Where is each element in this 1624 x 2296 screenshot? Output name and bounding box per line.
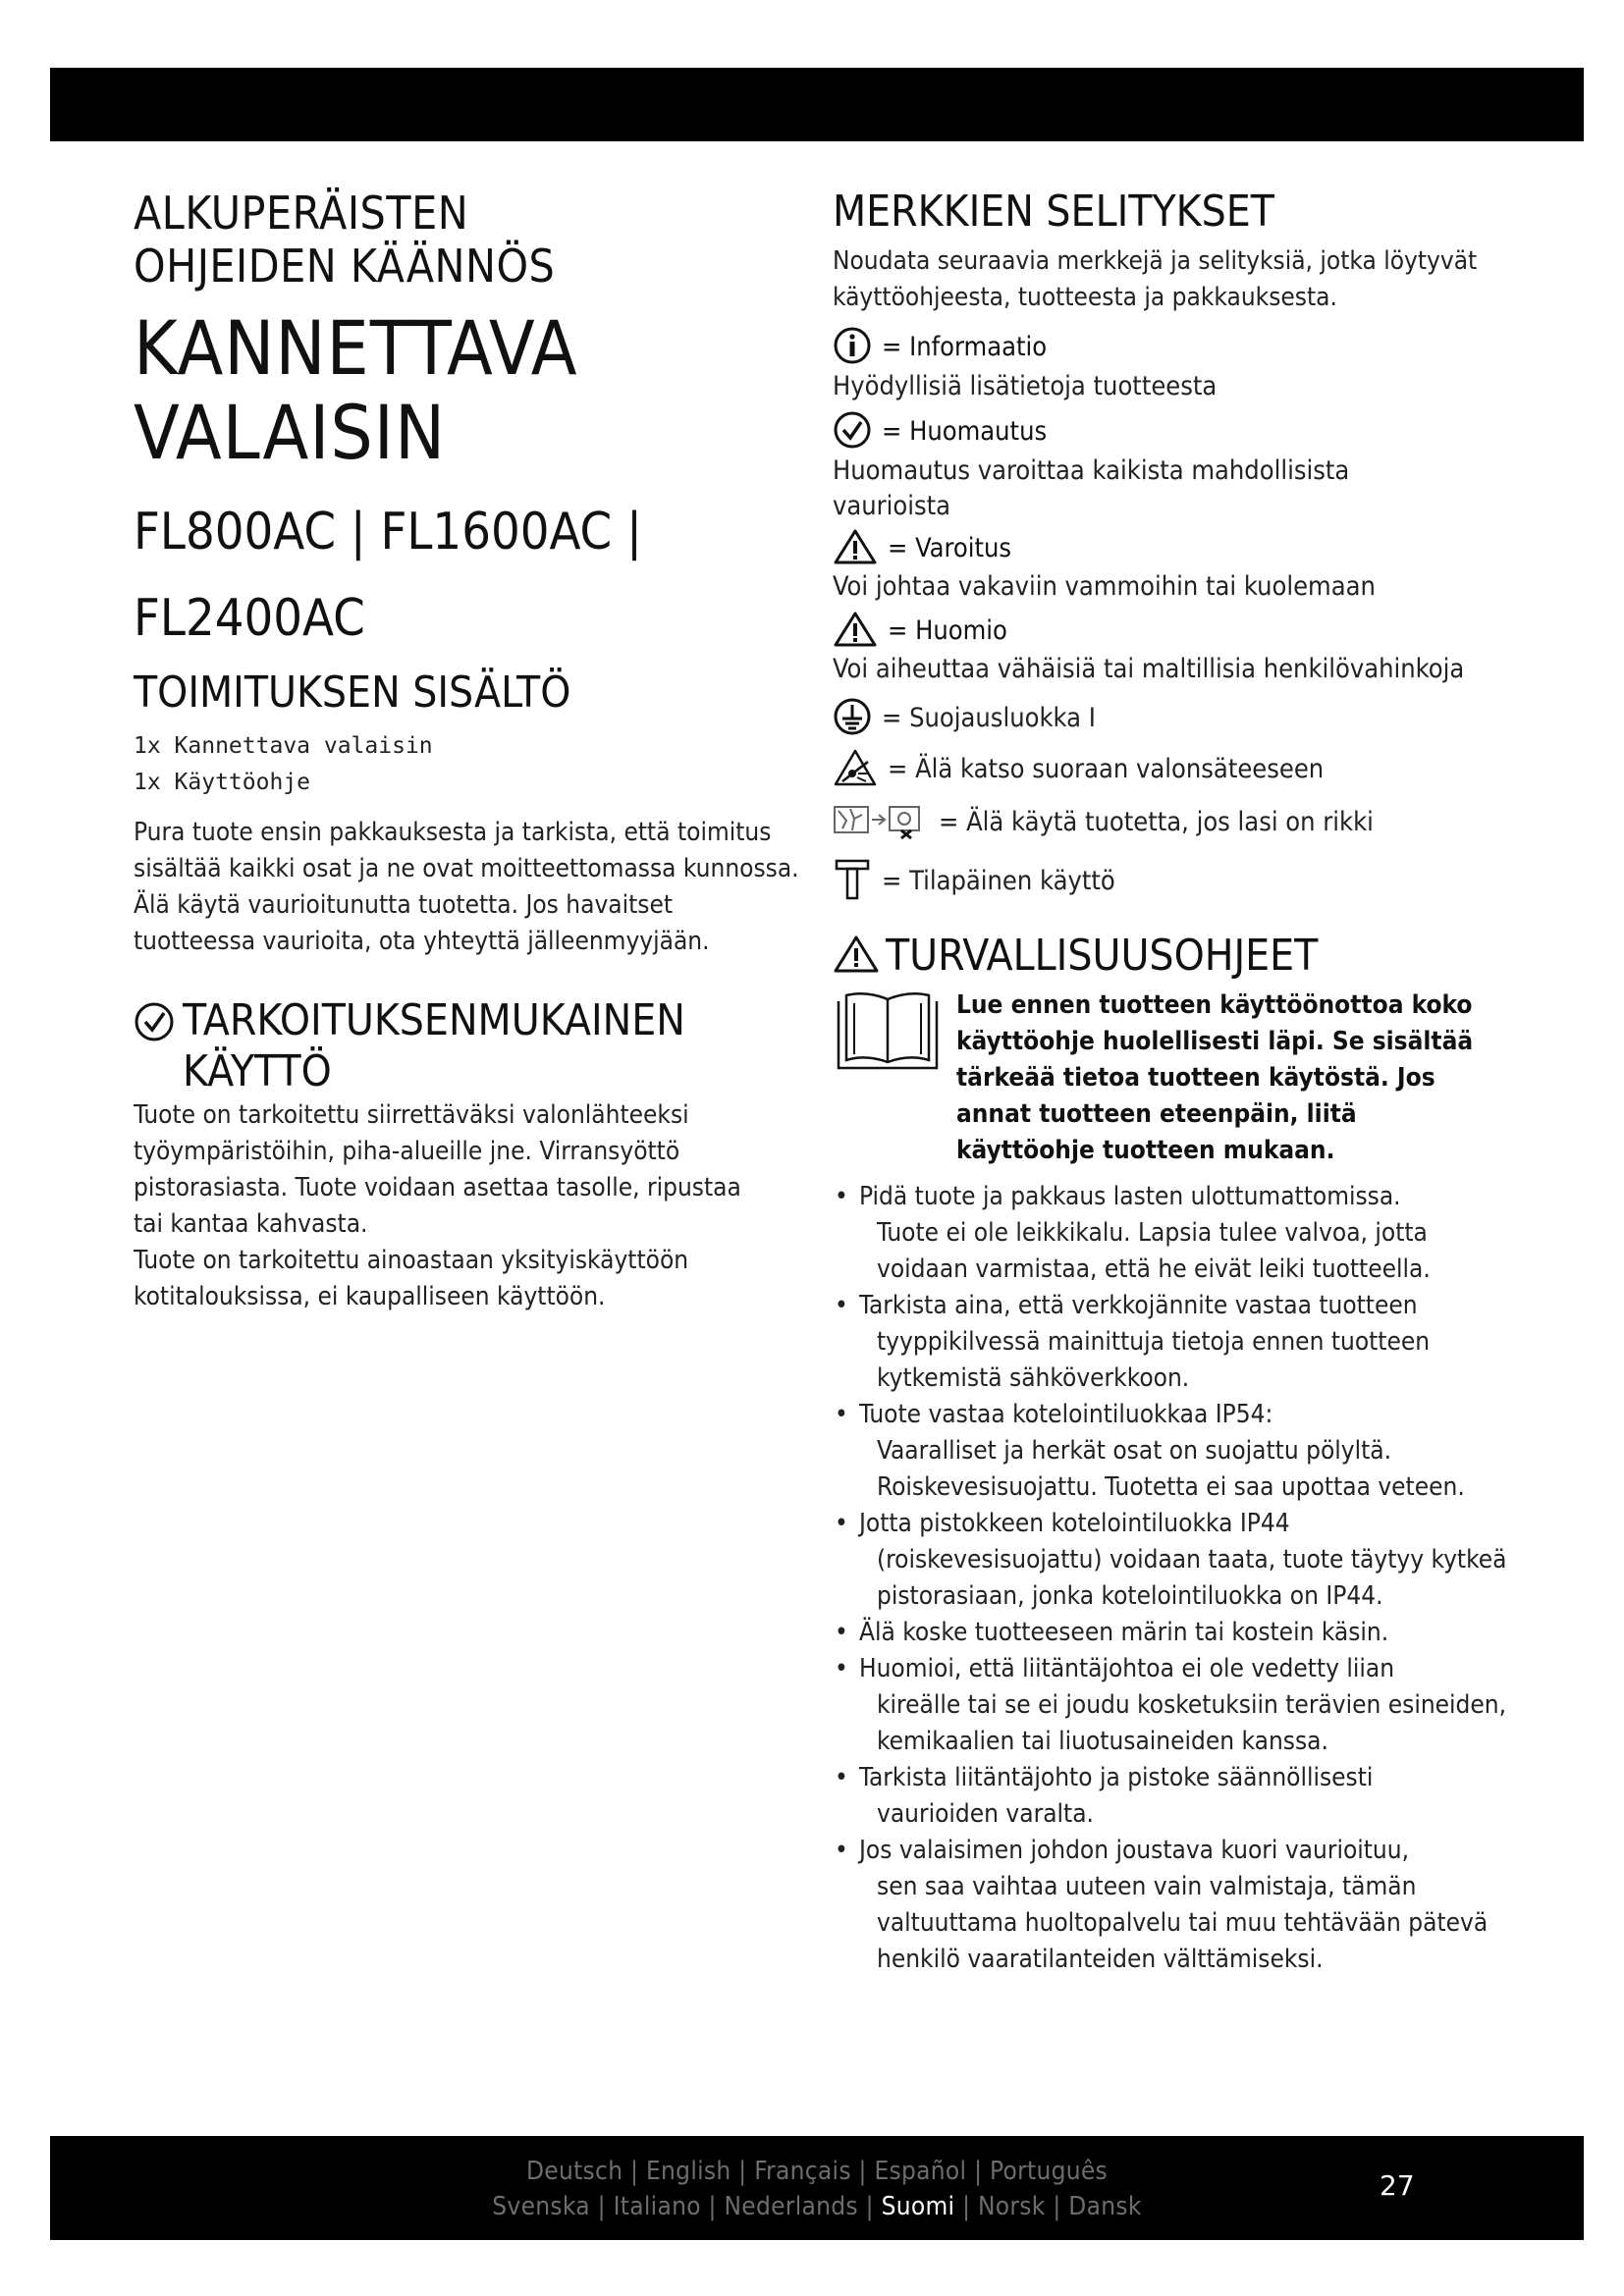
left-column xyxy=(134,187,801,1315)
language-link[interactable]: Italiano xyxy=(613,2192,701,2221)
safety-heading: TURVALLISUUSOHJEET xyxy=(886,931,1319,981)
language-row-1: Deutsch | English | Français | Español | Português xyxy=(525,2157,1109,2186)
list-item: • Huomioi, että liitäntäjohtoa ei ole vedetty liian kireälle tai se ei joudu kosketuksiin terävien esineiden, kemikaalien tai liuotusaineiden kanssa. xyxy=(833,1651,1510,1760)
warning-triangle-icon xyxy=(833,934,880,978)
info-icon xyxy=(833,326,872,369)
read-manual-text: Lue ennen tuotteen käyttöönottoa koko käyttöohje huolellisesti läpi. Se sisältää tärkeää tietoa tuotteen käytöstä. Jos annat tuotteen eteenpäin, liitä käyttöohje tuotteen mukaan. xyxy=(956,990,1474,1165)
no-look-at-light-icon xyxy=(833,748,878,791)
intended-use-heading-line1: TARKOITUKSENMUKAINEN xyxy=(183,995,685,1045)
language-link-active[interactable]: Suomi xyxy=(881,2192,955,2221)
symbol-label: = Informaatio xyxy=(882,332,1048,362)
symbols-heading: MERKKIEN SELITYKSET xyxy=(833,187,1274,237)
model-line2: FL2400AC xyxy=(134,589,365,648)
symbol-label: = Tilapäinen käyttö xyxy=(882,866,1115,896)
symbol-info xyxy=(833,326,1510,404)
list-item: • Pidä tuote ja pakkaus lasten ulottumattomissa. Tuote ei ole leikkikalu. Lapsia tulee valvoa, jotta voidaan varmistaa, että he eivät leiki tuotteella. xyxy=(833,1179,1510,1288)
language-link[interactable]: Nederlands xyxy=(724,2192,858,2221)
symbol-desc: Hyödyllisiä lisätietoja tuotteesta xyxy=(833,371,1218,401)
translation-heading: ALKUPERÄISTEN OHJEIDEN KÄÄNNÖS xyxy=(134,187,556,293)
language-link[interactable]: Norsk xyxy=(977,2192,1046,2221)
check-circle-icon xyxy=(134,1001,175,1046)
list-item: • Tarkista aina, että verkkojännite vastaa tuotteen tyyppikilvessä mainittuja tietoja ennen tuotteen kytkemistä sähköverkkoon. xyxy=(833,1288,1510,1397)
language-link[interactable]: Português xyxy=(989,2157,1109,2186)
symbol-label: = Varoitus xyxy=(888,533,1012,563)
symbol-note xyxy=(833,410,1510,524)
product-title-line1: KANNETTAVA xyxy=(134,304,578,392)
safety-list xyxy=(833,1179,1510,1978)
symbol-label: = Huomautus xyxy=(882,416,1048,447)
safety-heading-row xyxy=(833,931,1510,982)
read-manual-notice xyxy=(833,988,1510,1169)
broken-glass-icon xyxy=(833,801,929,844)
language-selector xyxy=(50,2154,1584,2224)
language-link[interactable]: English xyxy=(645,2157,731,2186)
contents-text: Pura tuote ensin pakkauksesta ja tarkista, että toimitus sisältää kaikki osat ja ne ovat moitteettomassa kunnossa. Älä käytä vaurioitunutta tuotetta. Jos havaitset tuotteessa vaurioita, ota yhteyttä jälleenmyyjään. xyxy=(134,818,799,956)
symbol-label: = Suojausluokka I xyxy=(882,703,1096,733)
contents-item: 1x Kannettava valaisin xyxy=(134,733,433,759)
intended-use-text: Tuote on tarkoitettu siirrettäväksi valonlähteeksi työympäristöihin, piha-alueille jne. Virransyöttö pistorasiasta. Tuote voidaan asettaa tasolle, ripustaa tai kantaa kahvasta. xyxy=(134,1100,741,1239)
page-number: 27 xyxy=(1380,2169,1415,2202)
symbol-temporary xyxy=(833,858,1510,905)
model-numbers xyxy=(134,489,801,662)
intended-use-text-2: Tuote on tarkoitettu ainoastaan yksityiskäyttöön kotitalouksissa, ei kaupalliseen käyttöön. xyxy=(134,1246,689,1311)
list-item: • Tarkista liitäntäjohto ja pistoke säännöllisesti vaurioiden varalta. xyxy=(833,1760,1510,1833)
list-item: • Tuote vastaa kotelointiluokkaa IP54: Vaaralliset ja herkät osat on suojattu pölyltä. Roiskevesisuojattu. Tuotetta ei saa upottaa veteen. xyxy=(833,1397,1510,1506)
contents-heading: TOIMITUKSEN SISÄLTÖ xyxy=(134,667,571,718)
list-item: • Älä koske tuotteeseen märin tai kostein käsin. xyxy=(833,1615,1510,1651)
symbol-desc: Voi johtaa vakaviin vammoihin tai kuolemaan xyxy=(833,571,1376,602)
right-column xyxy=(833,187,1510,1978)
check-circle-icon xyxy=(833,410,872,454)
symbol-no-look xyxy=(833,748,1510,791)
language-link[interactable]: Dansk xyxy=(1068,2192,1142,2221)
symbols-intro: Noudata seuraavia merkkejä ja selityksiä, jotka löytyvät käyttöohjeesta, tuotteesta ja pakkauksesta. xyxy=(833,246,1478,312)
symbol-desc: Voi aiheuttaa vähäisiä tai maltillisia henkilövahinkoja xyxy=(833,654,1465,684)
symbol-broken-glass xyxy=(833,801,1510,844)
caution-triangle-icon xyxy=(833,611,878,652)
language-link[interactable]: Deutsch xyxy=(525,2157,623,2186)
protection-class-earth-icon xyxy=(833,697,872,740)
symbol-class1 xyxy=(833,697,1510,740)
temporary-use-icon xyxy=(833,858,872,905)
language-row-2: Svenska | Italiano | Nederlands | Suomi | Norsk | Dansk xyxy=(492,2192,1142,2221)
symbol-label: = Älä käytä tuotetta, jos lasi on rikki xyxy=(939,807,1374,837)
symbol-caution xyxy=(833,611,1510,687)
contents-item: 1x Käyttöohje xyxy=(134,770,311,795)
symbol-desc: Huomautus varoittaa kaikista mahdollisista vaurioista xyxy=(833,455,1350,521)
list-item: • Jotta pistokkeen kotelointiluokka IP44 (roiskevesisuojattu) voidaan taata, tuote täytyy kytkeä pistorasiaan, jonka kotelointiluokka on IP44. xyxy=(833,1506,1510,1615)
symbol-warning xyxy=(833,528,1510,605)
header-bar xyxy=(50,68,1584,141)
intended-use-heading-line2: KÄYTTÖ xyxy=(183,1046,332,1096)
language-link[interactable]: Français xyxy=(754,2157,851,2186)
manual-book-icon xyxy=(833,991,943,1078)
language-link[interactable]: Español xyxy=(874,2157,967,2186)
footer-bar xyxy=(50,2136,1584,2240)
product-title xyxy=(134,306,801,475)
intended-use-heading xyxy=(134,995,801,1097)
list-item: • Jos valaisimen johdon joustava kuori vaurioituu, sen saa vaihtaa uuteen vain valmistaja, tämän valtuuttama huoltopalvelu tai muu tehtävään pätevä henkilö vaaratilanteiden välttämiseksi. xyxy=(833,1833,1510,1978)
warning-triangle-icon xyxy=(833,528,878,569)
model-line1: FL800AC | FL1600AC | xyxy=(134,503,642,561)
symbol-label: = Huomio xyxy=(888,615,1007,646)
language-link[interactable]: Svenska xyxy=(492,2192,590,2221)
symbol-label: = Älä katso suoraan valonsäteeseen xyxy=(888,754,1325,784)
product-title-line2: VALAISIN xyxy=(134,389,447,476)
